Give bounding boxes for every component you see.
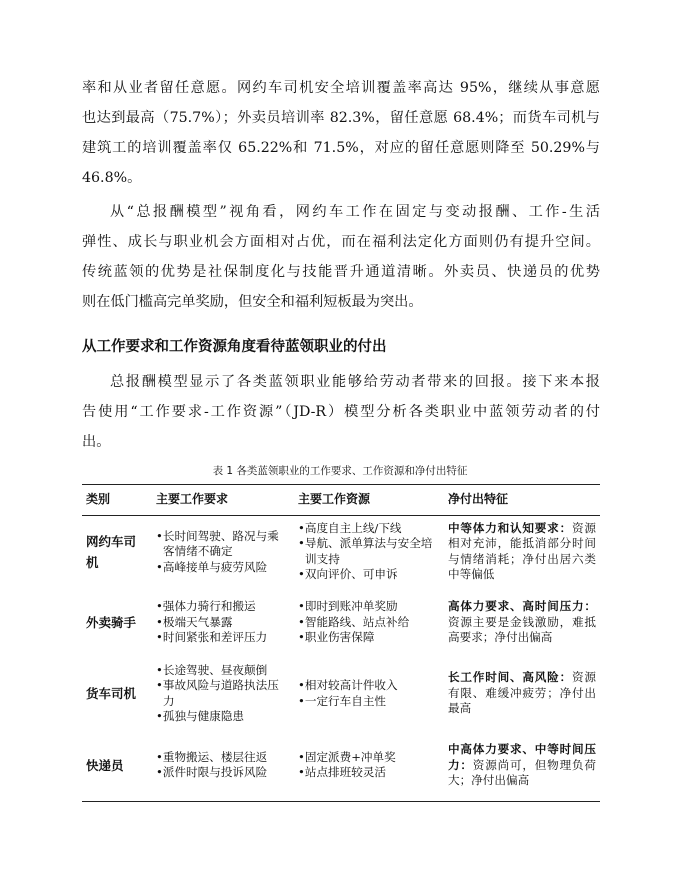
demands-cell [152, 658, 294, 730]
table-row [82, 516, 600, 588]
demand-item: • 重物搬运、楼层往返 [156, 750, 290, 766]
text-line: 总报酬模型显示了各类蓝领职业能够给劳动者带来的回报。接下来本报 [110, 374, 600, 390]
net-effort-detail: 资源主要是金钱激励，难抵高要求；净付出偏高 [448, 614, 596, 645]
jdr-table [82, 484, 600, 802]
net-effort-cell [444, 588, 600, 658]
text-line: 从“总报酬模型”视角看，网约车工作在固定与变动报酬、工作-生活 [110, 204, 600, 220]
resource-item: • 站点排班较灵活 [298, 765, 440, 781]
demand-item: • 时间紧张和差评压力 [156, 630, 290, 646]
text-line: 46.8%。 [82, 170, 142, 186]
net-effort-cell [444, 516, 600, 588]
category-cell: 快递员 [82, 730, 152, 802]
demand-item: • 事故风险与道路执法压力 [156, 678, 290, 709]
resource-item: • 高度自主上线/下线 [298, 521, 440, 537]
demands-cell [152, 588, 294, 658]
demands-cell [152, 516, 294, 588]
resource-item: • 即时到账冲单奖励 [298, 599, 440, 615]
net-effort-detail: 资源尚可，但物理负荷大；净付出偏高 [448, 757, 596, 787]
text-line: 出。 [82, 434, 111, 450]
column-header-net-effort: 净付出特征 [444, 485, 600, 516]
net-effort-summary: 长工作时间、高风险： [448, 670, 572, 685]
resource-item: • 智能路线、站点补给 [298, 615, 440, 631]
resource-item: • 相对较高计件收入 [298, 678, 440, 694]
net-effort-detail: 资源相对充沛，能抵消部分时间与情绪消耗；净付出居六类中等偏低 [448, 520, 596, 582]
demand-item: • 长时间驾驶、路况与乘客情绪不确定 [156, 529, 290, 560]
paragraph-total-rewards [82, 197, 600, 317]
demand-item: • 高峰接单与疲劳风险 [156, 560, 290, 576]
net-effort-summary: 中等体力和认知要求： [448, 520, 572, 535]
demand-item: • 派件时限与投诉风险 [156, 765, 290, 781]
category-cell: 货车司机 [86, 686, 137, 701]
category-cell: 外卖骑手 [86, 615, 137, 630]
net-effort-cell [444, 658, 600, 730]
resource-item: • 固定派费+冲单奖 [298, 750, 440, 766]
net-effort-detail: 资源有限、难缓冲疲劳；净付出最高 [448, 670, 596, 716]
resources-cell [294, 588, 444, 658]
resources-cell [294, 730, 444, 802]
column-header-demands: 主要工作要求 [152, 485, 294, 516]
resources-cell [294, 516, 444, 588]
text-line: 告使用“工作要求-工作资源”（JD-R）模型分析各类职业中蓝领劳动者的付 [82, 404, 600, 420]
demand-item: • 长途驾驶、昼夜颠倒 [156, 663, 290, 679]
text-line: 建筑工的培训覆盖率仅 65.22%和 71.5%，对应的留任意愿则降至 50.29%与 [82, 140, 600, 156]
table-row [82, 730, 600, 802]
table-row [82, 588, 600, 658]
demand-item: • 孤独与健康隐患 [156, 709, 290, 725]
text-line: 弹性、成长与职业机会方面相对占优，而在福利法定化方面则仍有提升空间。 [82, 234, 600, 250]
category-cell: 网约车司机 [86, 533, 137, 570]
resource-item: • 导航、派单算法与安全培训支持 [298, 536, 440, 567]
column-header-category: 类别 [82, 485, 152, 516]
text-line: 则在低门槛高完单奖励，但安全和福利短板最为突出。 [82, 294, 423, 310]
resources-cell [294, 658, 444, 730]
paragraph-jdr-intro [82, 367, 600, 457]
demands-cell [152, 730, 294, 802]
text-line: 也达到最高（75.7%）；外卖员培训率 82.3%，留任意愿 68.4%；而货车司机与 [82, 110, 600, 126]
net-effort-summary: 中高体力要求、中等时间压力： [448, 742, 596, 772]
text-line: 传统蓝领的优势是社保制度化与技能晋升通道清晰。外卖员、快递员的优势 [82, 264, 600, 280]
net-effort-cell [444, 730, 600, 802]
net-effort-summary: 高体力要求、高时间压力： [448, 599, 596, 614]
resource-item: • 双向评价、可申诉 [298, 567, 440, 583]
section-heading: 从工作要求和工作资源角度看待蓝领职业的付出 [82, 339, 387, 355]
table-row [82, 658, 600, 730]
table-caption: 表 1 各类蓝领职业的工作要求、工作资源和净付出特征 [212, 465, 468, 477]
text-line: 率和从业者留任意愿。网约车司机安全培训覆盖率高达 95%，继续从事意愿 [82, 80, 600, 96]
table-header-row [82, 485, 600, 516]
resource-item: • 职业伤害保障 [298, 630, 440, 646]
demand-item: • 极端天气暴露 [156, 615, 290, 631]
resource-item: • 一定行车自主性 [298, 694, 440, 710]
paragraph-training-retention [82, 73, 600, 193]
demand-item: • 强体力骑行和搬运 [156, 599, 290, 615]
column-header-resources: 主要工作资源 [294, 485, 444, 516]
